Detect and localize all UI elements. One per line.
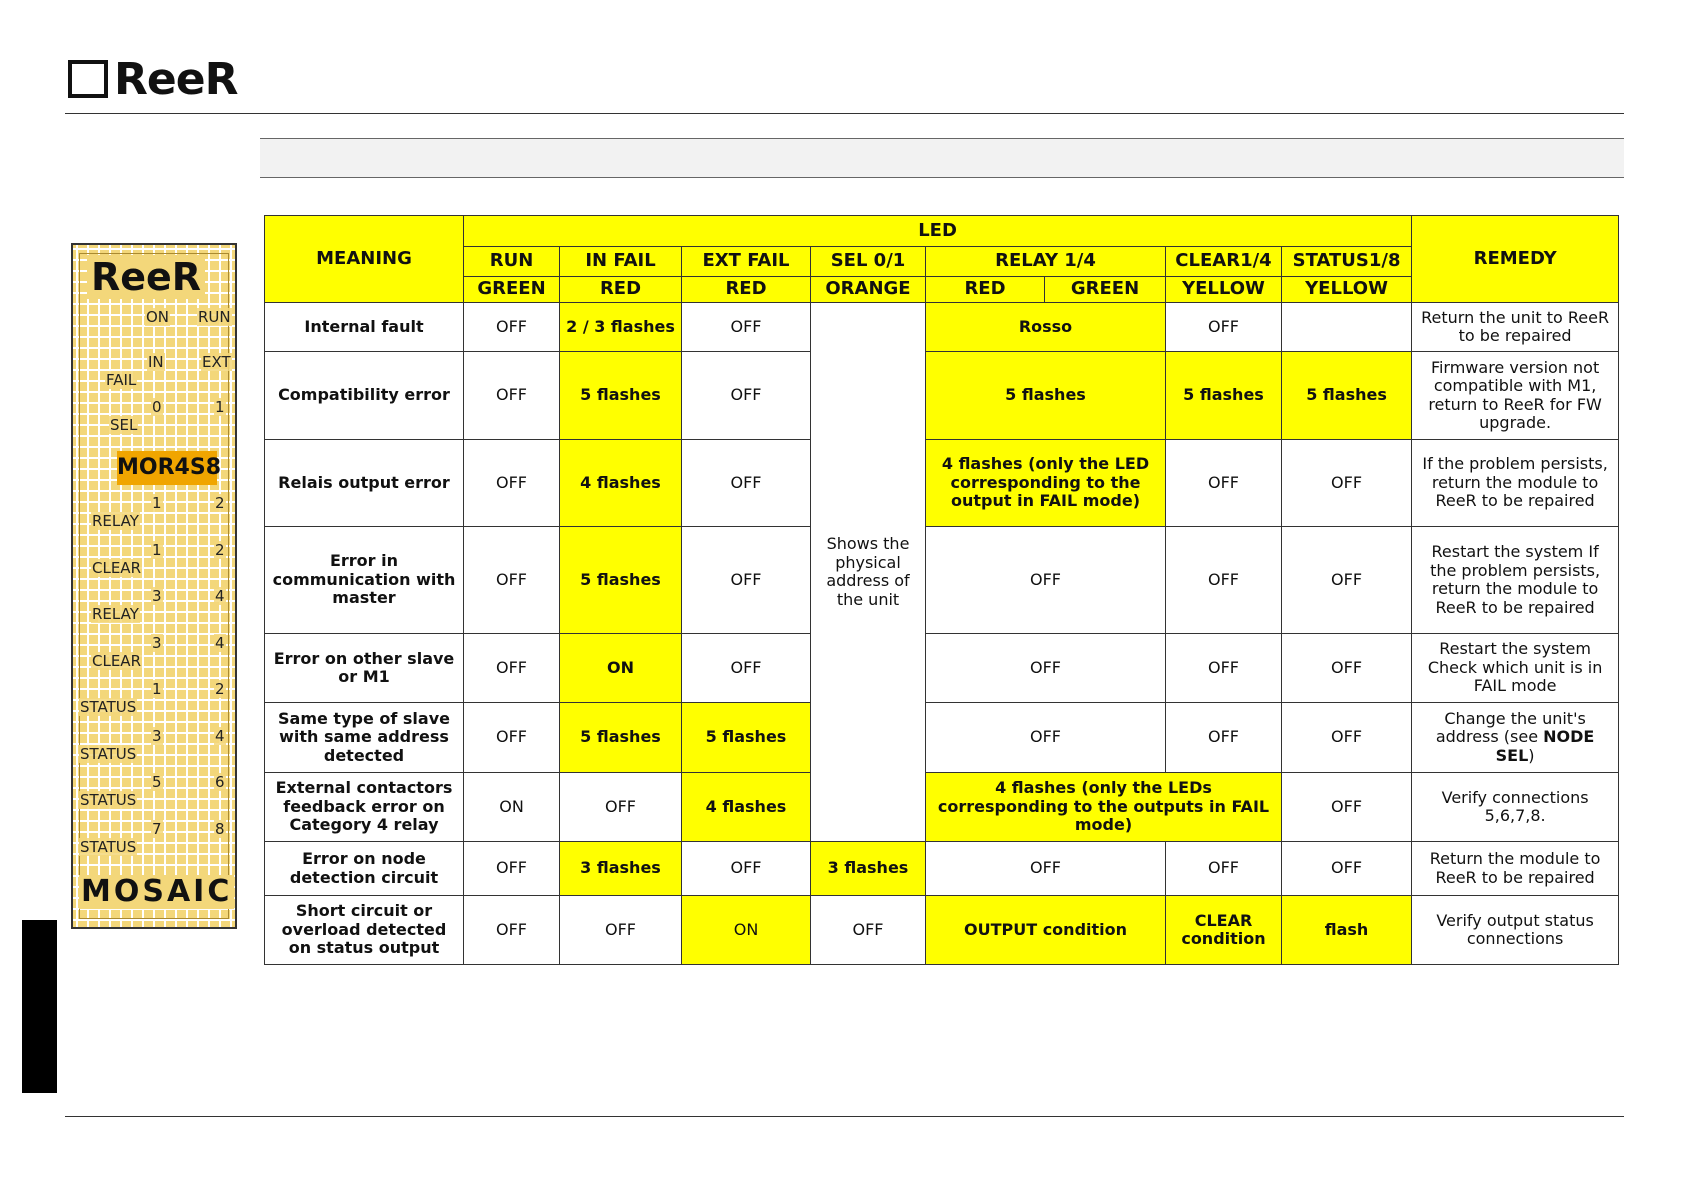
cell-sel: OFF: [811, 896, 926, 965]
led-label: 0: [152, 398, 162, 416]
cell-run: OFF: [464, 303, 560, 352]
led-label: 4: [215, 634, 225, 652]
cell-in-fail: OFF: [560, 896, 682, 965]
row-meaning: Compatibility error: [265, 352, 464, 440]
color-relay-green: GREEN: [1045, 277, 1166, 303]
led-label: STATUS: [80, 745, 137, 763]
led-label: 8: [215, 820, 225, 838]
row-meaning: Same type of slave with same address detected: [265, 703, 464, 773]
row-meaning: Error on other slave or M1: [265, 634, 464, 703]
cell-run: OFF: [464, 527, 560, 634]
led-label: 3: [152, 587, 162, 605]
remedy-node-sel: NODE SEL: [1495, 727, 1595, 765]
table-row: [265, 773, 1619, 842]
row-remedy: Return the module to ReeR to be repaired: [1412, 842, 1619, 896]
row-meaning: External contactors feedback error on Category 4 relay: [265, 773, 464, 842]
header-status: STATUS1/8: [1282, 247, 1412, 277]
color-ext-fail: RED: [682, 277, 811, 303]
cell-run: OFF: [464, 703, 560, 773]
led-label: RELAY: [92, 512, 139, 530]
led-label: SEL: [110, 416, 138, 434]
color-status: YELLOW: [1282, 277, 1412, 303]
header-remedy: REMEDY: [1412, 216, 1619, 303]
cell-run: OFF: [464, 842, 560, 896]
cell-sel-shared: Shows the physical address of the unit: [811, 303, 926, 842]
cell-relay: OFF: [926, 842, 1166, 896]
led-label: FAIL: [106, 371, 137, 389]
led-label: 1: [152, 680, 162, 698]
cell-ext-fail: OFF: [682, 527, 811, 634]
led-label: ON: [146, 308, 170, 326]
led-label: 5: [152, 773, 162, 791]
row-remedy: [1412, 703, 1619, 773]
led-label: 7: [152, 820, 162, 838]
led-label: 2: [215, 494, 225, 512]
header-meaning: MEANING: [265, 216, 464, 303]
cell-ext-fail: 5 flashes: [682, 703, 811, 773]
cell-in-fail: 5 flashes: [560, 352, 682, 440]
cell-status: flash: [1282, 896, 1412, 965]
header-in-fail: IN FAIL: [560, 247, 682, 277]
cell-run: OFF: [464, 896, 560, 965]
led-label: 6: [215, 773, 225, 791]
module-front-panel: [71, 243, 237, 929]
table-row: [265, 527, 1619, 634]
cell-ext-fail: 4 flashes: [682, 773, 811, 842]
led-label: RUN: [198, 308, 231, 326]
cell-relay-clear: 4 flashes (only the LEDs corresponding to the outputs in FAIL mode): [926, 773, 1282, 842]
row-meaning: Error on node detection circuit: [265, 842, 464, 896]
led-diagnostics-table: [264, 215, 1619, 965]
cell-status: OFF: [1282, 703, 1412, 773]
module-model: MOR4S8: [117, 451, 217, 485]
row-remedy: Restart the system If the problem persists, return the module to ReeR to be repaired: [1412, 527, 1619, 634]
row-remedy: Verify connections 5,6,7,8.: [1412, 773, 1619, 842]
row-meaning: Relais output error: [265, 440, 464, 527]
led-label: 4: [215, 727, 225, 745]
color-run: GREEN: [464, 277, 560, 303]
led-label: RELAY: [92, 605, 139, 623]
led-label: STATUS: [80, 698, 137, 716]
cell-run: ON: [464, 773, 560, 842]
cell-in-fail: 5 flashes: [560, 703, 682, 773]
cell-relay: Rosso: [926, 303, 1166, 352]
color-sel: ORANGE: [811, 277, 926, 303]
led-label: CLEAR: [92, 559, 141, 577]
color-clear: YELLOW: [1166, 277, 1282, 303]
led-label: CLEAR: [92, 652, 141, 670]
cell-clear: OFF: [1166, 440, 1282, 527]
cell-status: OFF: [1282, 527, 1412, 634]
remedy-text-end: ): [1528, 745, 1535, 765]
header-led: LED: [464, 216, 1412, 247]
cell-clear: OFF: [1166, 703, 1282, 773]
table-row: [265, 896, 1619, 965]
cell-ext-fail: OFF: [682, 303, 811, 352]
table-row: [265, 440, 1619, 527]
header-sel: SEL 0/1: [811, 247, 926, 277]
cell-relay: OUTPUT condition: [926, 896, 1166, 965]
table-row: [265, 634, 1619, 703]
row-remedy: Verify output status connections: [1412, 896, 1619, 965]
row-meaning: Short circuit or overload detected on status output: [265, 896, 464, 965]
logo-mark-icon: [68, 60, 108, 98]
led-label: 2: [215, 680, 225, 698]
led-label: 3: [152, 727, 162, 745]
row-remedy: Firmware version not compatible with M1, return to ReeR for FW upgrade.: [1412, 352, 1619, 440]
cell-relay: OFF: [926, 634, 1166, 703]
cell-status: OFF: [1282, 634, 1412, 703]
table-row: [265, 842, 1619, 896]
cell-clear: OFF: [1166, 634, 1282, 703]
row-remedy: If the problem persists, return the module to ReeR to be repaired: [1412, 440, 1619, 527]
cell-in-fail: ON: [560, 634, 682, 703]
cell-clear: 5 flashes: [1166, 352, 1282, 440]
header-run: RUN: [464, 247, 560, 277]
cell-in-fail: 4 flashes: [560, 440, 682, 527]
cell-ext-fail: OFF: [682, 634, 811, 703]
row-meaning: Error in communication with master: [265, 527, 464, 634]
cell-status: OFF: [1282, 440, 1412, 527]
cell-in-fail: 2 / 3 flashes: [560, 303, 682, 352]
row-remedy: Restart the system Check which unit is in FAIL mode: [1412, 634, 1619, 703]
cell-clear: CLEAR condition: [1166, 896, 1282, 965]
led-label: IN: [148, 353, 164, 371]
led-label: 3: [152, 634, 162, 652]
led-label: EXT: [202, 353, 231, 371]
cell-status: OFF: [1282, 773, 1412, 842]
cell-run: OFF: [464, 634, 560, 703]
color-in-fail: RED: [560, 277, 682, 303]
footer-rule: [65, 1116, 1624, 1117]
led-label: STATUS: [80, 791, 137, 809]
cell-in-fail: 5 flashes: [560, 527, 682, 634]
cell-clear: OFF: [1166, 842, 1282, 896]
led-label: 1: [215, 398, 225, 416]
cell-run: OFF: [464, 440, 560, 527]
cell-relay: OFF: [926, 527, 1166, 634]
side-tab-marker: [22, 920, 57, 1093]
cell-clear: OFF: [1166, 303, 1282, 352]
cell-ext-fail: OFF: [682, 352, 811, 440]
cell-ext-fail: OFF: [682, 842, 811, 896]
led-label: STATUS: [80, 838, 137, 856]
row-meaning: Internal fault: [265, 303, 464, 352]
cell-ext-fail: ON: [682, 896, 811, 965]
module-brand: ReeR: [87, 255, 205, 299]
cell-status: [1282, 303, 1412, 352]
remedy-text: Change the unit's address (see: [1435, 708, 1586, 747]
cell-in-fail: 3 flashes: [560, 842, 682, 896]
table-row: [265, 703, 1619, 773]
header-clear: CLEAR1/4: [1166, 247, 1282, 277]
brand-logo: [68, 53, 238, 105]
module-product-name: MOSAIC: [81, 874, 233, 909]
header-rule: [65, 113, 1624, 114]
row-remedy: Return the unit to ReeR to be repaired: [1412, 303, 1619, 352]
cell-relay: OFF: [926, 703, 1166, 773]
cell-in-fail: OFF: [560, 773, 682, 842]
header-ext-fail: EXT FAIL: [682, 247, 811, 277]
cell-relay: 5 flashes: [926, 352, 1166, 440]
table-row: [265, 352, 1619, 440]
color-relay-red: RED: [926, 277, 1045, 303]
cell-clear: OFF: [1166, 527, 1282, 634]
section-band: [260, 138, 1624, 178]
table-row: [265, 303, 1619, 352]
led-label: 1: [152, 541, 162, 559]
cell-ext-fail: OFF: [682, 440, 811, 527]
brand-name: ReeR: [114, 53, 238, 105]
led-label: 1: [152, 494, 162, 512]
led-label: 2: [215, 541, 225, 559]
header-relay: RELAY 1/4: [926, 247, 1166, 277]
cell-sel: 3 flashes: [811, 842, 926, 896]
cell-status: 5 flashes: [1282, 352, 1412, 440]
led-label: 4: [215, 587, 225, 605]
cell-status: OFF: [1282, 842, 1412, 896]
cell-run: OFF: [464, 352, 560, 440]
cell-relay: 4 flashes (only the LED corresponding to the output in FAIL mode): [926, 440, 1166, 527]
